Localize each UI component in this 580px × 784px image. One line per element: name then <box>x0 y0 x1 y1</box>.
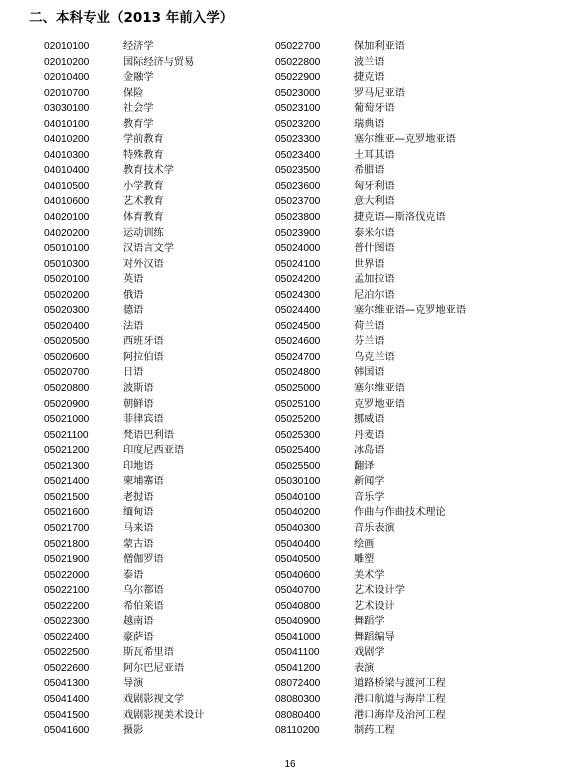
list-item <box>275 303 466 319</box>
major-code: 05021100 <box>44 429 89 441</box>
major-code: 05020600 <box>44 351 90 363</box>
major-code: 05040300 <box>275 522 321 534</box>
major-code: 05030100 <box>275 476 321 488</box>
major-name: 罗马尼亚语 <box>354 87 405 99</box>
major-name: 荷兰语 <box>354 320 385 332</box>
major-code: 05024300 <box>275 289 321 301</box>
major-name: 梵语巴利语 <box>123 429 174 441</box>
major-name: 缅甸语 <box>123 507 154 519</box>
list-item <box>275 614 466 630</box>
list-item <box>275 148 466 164</box>
major-code: 04020100 <box>44 212 90 224</box>
list-item <box>275 599 466 615</box>
major-code: 04010500 <box>44 180 90 192</box>
list-item <box>275 226 466 242</box>
major-name: 戏剧影视美术设计 <box>123 709 205 721</box>
list-item <box>275 365 466 381</box>
major-code: 04010600 <box>44 196 90 208</box>
list-item <box>275 661 466 677</box>
list-item <box>44 381 205 397</box>
major-name: 作曲与作曲技术理论 <box>354 507 446 519</box>
list-item <box>44 163 205 179</box>
list-item <box>275 537 466 553</box>
list-item <box>275 630 466 646</box>
major-code: 08080400 <box>275 709 321 721</box>
major-code: 05022500 <box>44 647 90 659</box>
list-item <box>275 474 466 490</box>
major-code: 05040600 <box>275 569 321 581</box>
major-name: 制药工程 <box>354 725 395 737</box>
list-item <box>44 257 205 273</box>
section-heading: 二、本科专业（2013 年前入学） <box>29 10 234 26</box>
major-name: 摄影 <box>123 725 144 737</box>
major-code: 08080300 <box>275 693 321 705</box>
major-code: 05022700 <box>275 41 321 52</box>
major-name: 蒙古语 <box>123 538 154 550</box>
left-column <box>44 39 205 739</box>
major-code: 02010400 <box>44 72 90 84</box>
major-name: 绘画 <box>354 538 375 550</box>
major-name: 金融学 <box>123 72 154 84</box>
major-name: 日语 <box>123 367 144 379</box>
major-name: 阿尔巴尼亚语 <box>123 662 185 674</box>
major-name: 冰岛语 <box>354 445 385 457</box>
major-code: 05020900 <box>44 398 90 410</box>
list-item <box>275 70 466 86</box>
major-name: 导演 <box>123 678 144 690</box>
list-item <box>275 319 466 335</box>
major-code: 05041300 <box>44 678 90 690</box>
major-code: 05021500 <box>44 491 90 503</box>
page-number: 16 <box>284 759 296 770</box>
list-item <box>44 723 205 739</box>
major-name: 德语 <box>123 305 144 317</box>
major-code: 05022100 <box>44 585 90 597</box>
major-code: 05023800 <box>275 212 321 224</box>
major-name: 新闻学 <box>354 476 385 488</box>
major-name: 意大利语 <box>354 196 395 208</box>
list-item <box>44 443 205 459</box>
list-item <box>275 490 466 506</box>
major-name: 舞蹈学 <box>354 616 385 628</box>
major-name: 土耳其语 <box>354 149 395 161</box>
major-code: 05024600 <box>275 336 321 348</box>
major-name: 普什图语 <box>354 243 395 255</box>
major-code: 05010100 <box>44 243 90 255</box>
major-name: 捷克语 <box>354 72 385 84</box>
list-item <box>44 101 205 117</box>
major-code: 05041500 <box>44 709 90 721</box>
list-item <box>275 583 466 599</box>
major-name: 泰语 <box>123 569 144 581</box>
major-code: 05041400 <box>44 693 90 705</box>
major-name: 社会学 <box>123 103 154 115</box>
list-item <box>44 459 205 475</box>
major-name: 港口航道与海岸工程 <box>354 693 446 705</box>
major-name: 俄语 <box>123 289 144 301</box>
list-item <box>44 39 205 55</box>
major-name: 音乐表演 <box>354 522 395 534</box>
list-item <box>44 55 205 71</box>
list-item <box>275 443 466 459</box>
list-item <box>275 692 466 708</box>
major-code: 05023100 <box>275 103 321 115</box>
major-code: 05041200 <box>275 662 321 674</box>
major-name: 翻译 <box>354 460 375 472</box>
list-item <box>44 226 205 242</box>
major-name: 马来语 <box>123 522 154 534</box>
list-item <box>275 101 466 117</box>
major-name: 塞尔维亚语—克罗地亚语 <box>354 305 467 317</box>
list-item <box>44 474 205 490</box>
major-name: 港口海岸及治河工程 <box>354 709 446 721</box>
list-item <box>275 397 466 413</box>
list-item <box>275 241 466 257</box>
major-code: 05023400 <box>275 149 321 161</box>
major-code: 02010700 <box>44 87 90 99</box>
major-code: 05023500 <box>275 165 321 177</box>
major-name: 乌克兰语 <box>354 351 395 363</box>
major-code: 05021600 <box>44 507 90 519</box>
major-code: 08072400 <box>275 678 321 690</box>
major-code: 05020100 <box>44 274 90 286</box>
major-code: 05023300 <box>275 134 321 146</box>
major-name: 越南语 <box>123 616 154 628</box>
major-code: 05021900 <box>44 554 90 566</box>
major-code: 08110200 <box>275 725 320 737</box>
right-column <box>275 39 466 739</box>
major-name: 柬埔寨语 <box>123 476 164 488</box>
major-name: 韩国语 <box>354 367 385 379</box>
list-item <box>44 645 205 661</box>
major-code: 03030100 <box>44 103 90 115</box>
list-item <box>275 412 466 428</box>
major-code: 05022800 <box>275 56 321 68</box>
major-name: 希腊语 <box>354 165 385 177</box>
major-name: 国际经济与贸易 <box>123 56 195 68</box>
major-name: 匈牙利语 <box>354 180 395 192</box>
list-item <box>275 132 466 148</box>
list-item <box>44 241 205 257</box>
major-name: 西班牙语 <box>123 336 164 348</box>
list-item <box>275 459 466 475</box>
list-item <box>275 163 466 179</box>
list-item <box>44 288 205 304</box>
list-item <box>44 568 205 584</box>
major-code: 05023000 <box>275 87 321 99</box>
major-code: 05025300 <box>275 429 321 441</box>
major-name: 尼泊尔语 <box>354 289 395 301</box>
major-name: 菲律宾语 <box>123 414 164 426</box>
list-item <box>44 661 205 677</box>
major-name: 艺术设计 <box>354 600 395 612</box>
major-code: 05024000 <box>275 243 321 255</box>
list-item <box>44 303 205 319</box>
list-item <box>275 55 466 71</box>
list-item <box>275 257 466 273</box>
major-code: 05020700 <box>44 367 90 379</box>
major-code: 04010200 <box>44 134 90 146</box>
major-name: 豪萨语 <box>123 631 154 643</box>
list-item <box>44 599 205 615</box>
major-name: 汉语言文学 <box>123 243 174 255</box>
major-name: 瑞典语 <box>354 118 385 130</box>
major-code: 05021000 <box>44 414 90 426</box>
major-name: 泰米尔语 <box>354 227 395 239</box>
major-name: 法语 <box>123 320 144 332</box>
major-code: 05022300 <box>44 616 90 628</box>
major-code: 05022200 <box>44 600 90 612</box>
major-name: 英语 <box>123 274 144 286</box>
list-item <box>275 194 466 210</box>
major-name: 挪威语 <box>354 414 385 426</box>
list-item <box>44 194 205 210</box>
major-code: 04020200 <box>44 227 90 239</box>
list-item <box>44 505 205 521</box>
major-name: 印地语 <box>123 460 154 472</box>
major-name: 僧伽罗语 <box>123 554 164 566</box>
major-code: 02010200 <box>44 56 90 68</box>
major-code: 05010300 <box>44 258 90 270</box>
major-name: 老挝语 <box>123 491 154 503</box>
major-code: 05022900 <box>275 72 321 84</box>
list-item <box>44 210 205 226</box>
major-code: 05025400 <box>275 445 321 457</box>
major-code: 05025000 <box>275 383 321 395</box>
major-code: 05024200 <box>275 274 321 286</box>
list-item <box>44 428 205 444</box>
list-item <box>44 365 205 381</box>
major-code: 05021400 <box>44 476 90 488</box>
major-name: 孟加拉语 <box>354 274 395 286</box>
major-name: 道路桥梁与渡河工程 <box>354 678 446 690</box>
list-item <box>44 692 205 708</box>
major-code: 05020200 <box>44 289 90 301</box>
major-code: 05023600 <box>275 180 321 192</box>
major-name: 学前教育 <box>123 134 164 146</box>
list-item <box>275 117 466 133</box>
list-item <box>44 179 205 195</box>
major-name: 教育技术学 <box>123 165 174 177</box>
major-code: 05024800 <box>275 367 321 379</box>
major-code: 05025500 <box>275 460 321 472</box>
major-name: 保加利亚语 <box>354 41 405 52</box>
major-name: 表演 <box>354 662 375 674</box>
list-item <box>44 630 205 646</box>
list-item <box>275 350 466 366</box>
list-item <box>44 350 205 366</box>
list-item <box>44 117 205 133</box>
list-item <box>44 319 205 335</box>
major-code: 05040500 <box>275 554 321 566</box>
list-item <box>44 537 205 553</box>
major-name: 世界语 <box>354 258 385 270</box>
list-item <box>44 86 205 102</box>
major-code: 04010100 <box>44 118 90 130</box>
major-name: 音乐学 <box>354 491 385 503</box>
list-item <box>275 723 466 739</box>
list-item <box>275 179 466 195</box>
major-code: 05021200 <box>44 445 90 457</box>
list-item <box>44 70 205 86</box>
major-name: 波斯语 <box>123 383 154 395</box>
major-name: 印度尼西亚语 <box>123 445 185 457</box>
major-code: 05022400 <box>44 631 90 643</box>
list-item <box>275 210 466 226</box>
major-name: 运动训练 <box>123 227 164 239</box>
list-item <box>275 568 466 584</box>
major-code: 05021700 <box>44 522 90 534</box>
major-name: 芬兰语 <box>354 336 385 348</box>
list-item <box>44 132 205 148</box>
major-name: 波兰语 <box>354 56 385 68</box>
major-name: 戏剧影视文学 <box>123 693 185 705</box>
list-item <box>44 521 205 537</box>
major-code: 05040900 <box>275 616 321 628</box>
major-code: 05023900 <box>275 227 321 239</box>
major-code: 05025100 <box>275 398 321 410</box>
list-item <box>44 583 205 599</box>
major-code: 05041600 <box>44 725 90 737</box>
major-code: 05041000 <box>275 631 321 643</box>
major-code: 05040700 <box>275 585 321 597</box>
major-name: 经济学 <box>123 41 154 52</box>
major-code: 05024500 <box>275 320 321 332</box>
major-name: 克罗地亚语 <box>354 398 405 410</box>
major-code: 05022600 <box>44 662 90 674</box>
major-code: 05040400 <box>275 538 321 550</box>
major-name: 舞蹈编导 <box>354 631 395 643</box>
list-item <box>44 614 205 630</box>
list-item <box>44 676 205 692</box>
major-name: 捷克语—斯洛伐克语 <box>354 212 446 224</box>
list-item <box>275 645 466 661</box>
list-item <box>275 521 466 537</box>
list-item <box>44 272 205 288</box>
major-code: 04010400 <box>44 165 90 177</box>
major-name: 乌尔都语 <box>123 585 164 597</box>
major-name: 戏剧学 <box>354 647 385 659</box>
list-item <box>44 397 205 413</box>
major-code: 02010100 <box>44 41 90 52</box>
list-item <box>275 272 466 288</box>
major-name: 保险 <box>123 87 144 99</box>
major-code: 05022000 <box>44 569 90 581</box>
major-code: 05025200 <box>275 414 321 426</box>
major-name: 葡萄牙语 <box>354 103 395 115</box>
major-name: 艺术设计学 <box>354 585 405 597</box>
major-name: 朝鲜语 <box>123 398 154 410</box>
list-item <box>275 334 466 350</box>
major-code: 05020300 <box>44 305 90 317</box>
major-code: 04010300 <box>44 149 90 161</box>
major-code: 05041100 <box>275 647 320 659</box>
list-item <box>44 412 205 428</box>
major-code: 05021800 <box>44 538 90 550</box>
major-code: 05020500 <box>44 336 90 348</box>
major-code: 05040100 <box>275 491 321 503</box>
major-name: 希伯莱语 <box>123 600 164 612</box>
list-item <box>44 552 205 568</box>
major-name: 特殊教育 <box>123 149 164 161</box>
major-name: 阿拉伯语 <box>123 351 164 363</box>
major-code: 05021300 <box>44 460 90 472</box>
major-code: 05040800 <box>275 600 321 612</box>
major-name: 教育学 <box>123 118 154 130</box>
major-code: 05023200 <box>275 118 321 130</box>
major-code: 05024400 <box>275 305 321 317</box>
major-name: 丹麦语 <box>354 429 385 441</box>
major-name: 雕塑 <box>354 554 375 566</box>
major-name: 艺术教育 <box>123 196 164 208</box>
major-name: 对外汉语 <box>123 258 164 270</box>
major-name: 小学教育 <box>123 180 164 192</box>
major-name: 塞尔维亚—克罗地亚语 <box>354 134 456 146</box>
major-code: 05024100 <box>275 258 321 270</box>
list-item <box>275 381 466 397</box>
list-item <box>44 490 205 506</box>
list-item <box>275 676 466 692</box>
list-item <box>275 288 466 304</box>
major-name: 体育教育 <box>123 212 164 224</box>
major-name: 美术学 <box>354 569 385 581</box>
major-code: 05040200 <box>275 507 321 519</box>
list-item <box>275 552 466 568</box>
major-code: 05020800 <box>44 383 90 395</box>
list-item <box>275 39 466 55</box>
major-name: 塞尔维亚语 <box>354 383 405 395</box>
list-item <box>44 148 205 164</box>
list-item <box>275 86 466 102</box>
major-code: 05020400 <box>44 320 90 332</box>
major-code: 05024700 <box>275 351 321 363</box>
list-item <box>44 708 205 724</box>
major-name: 斯瓦希里语 <box>123 647 174 659</box>
major-code: 05023700 <box>275 196 321 208</box>
list-item <box>275 428 466 444</box>
list-item <box>275 505 466 521</box>
list-item <box>44 334 205 350</box>
list-item <box>275 708 466 724</box>
